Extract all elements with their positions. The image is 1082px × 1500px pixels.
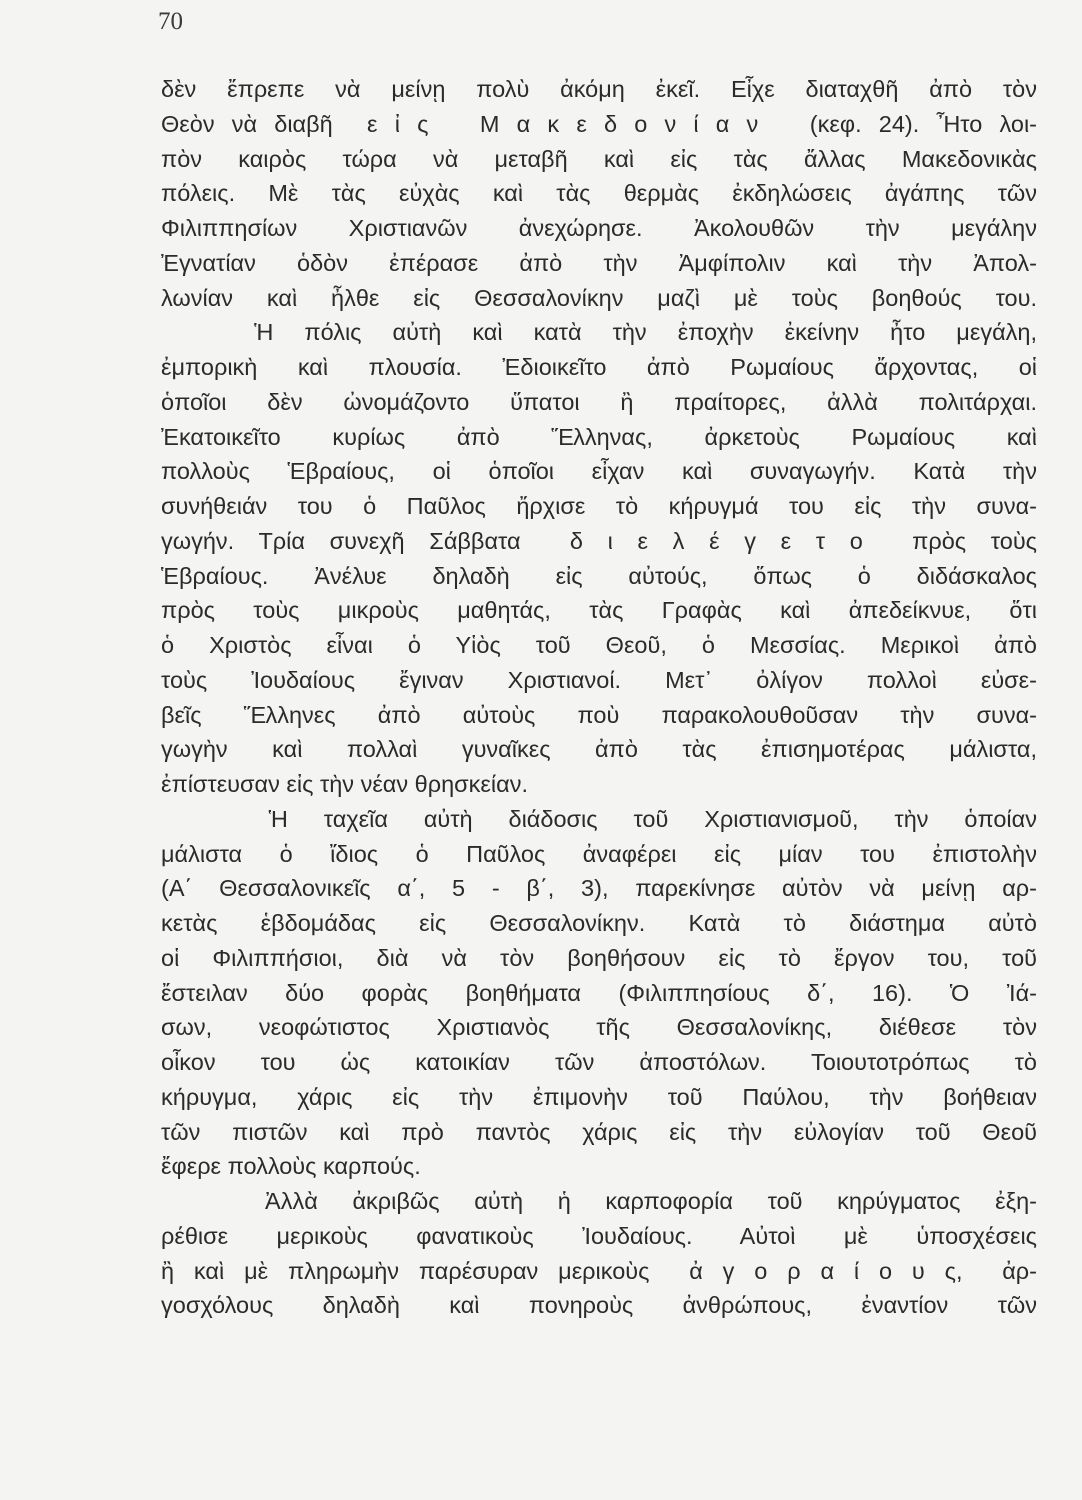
text-line: ρέθισε μερικοὺς φανατικοὺς Ἰουδαίους. Αὐτοὶ μὲ ὑποσχέσεις bbox=[161, 1222, 1037, 1249]
text-line: ὁποῖοι δὲν ὠνομάζοντο ὕπατοι ἢ πραίτορες, ἀλλὰ πολιτάρχαι. bbox=[161, 388, 1037, 415]
text-line: οἱ Φιλιππήσιοι, διὰ νὰ τὸν βοηθήσουν εἰς τὸ ἔργον του, τοῦ bbox=[161, 944, 1037, 971]
text-line: Ἡ πόλις αὐτὴ καὶ κατὰ τὴν ἐποχὴν ἐκείνην ἦτο μεγάλη, bbox=[161, 319, 1037, 346]
text-line: Ἐκατοικεῖτο κυρίως ἀπὸ Ἕλληνας, ἀρκετοὺς Ρωμαίους καὶ bbox=[161, 423, 1037, 450]
text-line: Ἐγνατίαν ὁδὸν ἐπέρασε ἀπὸ τὴν Ἀμφίπολιν καὶ τὴν Ἀπολ- bbox=[161, 249, 1037, 276]
text-line: ἔστειλαν δύο φορὰς βοηθήματα (Φιλιππησίους δ΄, 16). Ὁ Ἰά- bbox=[161, 979, 1037, 1006]
text-line: γοσχόλους δηλαδὴ καὶ πονηροὺς ἀνθρώπους, ἐναντίον τῶν bbox=[161, 1292, 1037, 1319]
text-line: πολλοὺς Ἑβραίους, οἱ ὁποῖοι εἶχαν καὶ συναγωγήν. Κατὰ τὴν bbox=[161, 458, 1037, 485]
body-text bbox=[161, 72, 1037, 1323]
text-line: πρὸς τοὺς μικροὺς μαθητάς, τὰς Γραφὰς καὶ ἀπεδείκνυε, ὅτι bbox=[161, 597, 1037, 624]
text-line: ἔφερε πολλοὺς καρπούς. bbox=[161, 1153, 421, 1180]
text-line: βεῖς Ἕλληνες ἀπὸ αὐτοὺς ποὺ παρακολουθοῦσαν τὴν συνα- bbox=[161, 701, 1037, 728]
text-line: Φιλιππησίων Χριστιανῶν ἀνεχώρησε. Ἀκολουθῶν τὴν μεγάλην bbox=[161, 215, 1037, 241]
text-line: (Α΄ Θεσσαλονικεῖς α΄, 5 - β΄, 3), παρεκίνησε αὐτὸν νὰ μείνῃ αρ- bbox=[161, 875, 1037, 902]
page-number: 70 bbox=[158, 8, 183, 35]
text-line: τῶν πιστῶν καὶ πρὸ παντὸς χάρις εἰς τὴν εὐλογίαν τοῦ Θεοῦ bbox=[161, 1118, 1037, 1145]
text-line: δὲν ἔπρεπε νὰ μείνῃ πολὺ ἀκόμη ἐκεῖ. Εἶχε διαταχθῆ ἀπὸ τὸν bbox=[161, 76, 1037, 102]
text-line: ἐπίστευσαν εἰς τὴν νέαν θρησκείαν. bbox=[161, 771, 528, 797]
text-line: πόλεις. Μὲ τὰς εὐχὰς καὶ τὰς θερμὰς ἐκδηλώσεις ἀγάπης τῶν bbox=[161, 180, 1037, 207]
text-line: συνήθειάν του ὁ Παῦλος ἤρχισε τὸ κήρυγμά του εἰς τὴν συνα- bbox=[161, 493, 1037, 519]
text-line: Ἑβραίους. Ἀνέλυε δηλαδὴ εἰς αὐτούς, ὅπως ὁ διδάσκαλος bbox=[161, 562, 1037, 589]
text-line: οἶκον του ὡς κατοικίαν τῶν ἀποστόλων. Τοιουτοτρόπως τὸ bbox=[161, 1049, 1037, 1075]
text-line: πὸν καιρὸς τώρα νὰ μεταβῆ καὶ εἰς τὰς ἄλλας Μακεδονικὰς bbox=[161, 145, 1037, 172]
text-line: Ἀλλὰ ἀκριβῶς αὐτὴ ἡ καρποφορία τοῦ κηρύγματος ἐξη- bbox=[161, 1188, 1037, 1214]
text-line: λωνίαν καὶ ἦλθε εἰς Θεσσαλονίκην μαζὶ μὲ τοὺς βοηθούς του. bbox=[161, 284, 1037, 311]
text-line: τοὺς Ἰουδαίους ἔγιναν Χριστιανοί. Μετ᾽ ὀλίγον πολλοὶ εὐσε- bbox=[161, 666, 1037, 693]
text-line: γωγὴν καὶ πολλαὶ γυναῖκες ἀπὸ τὰς ἐπισημοτέρας μάλιστα, bbox=[161, 736, 1037, 763]
text-line: σων, νεοφώτιστος Χριστιανὸς τῆς Θεσσαλονίκης, διέθεσε τὸν bbox=[161, 1014, 1037, 1041]
text-line: μάλιστα ὁ ἴδιος ὁ Παῦλος ἀναφέρει εἰς μίαν του ἐπιστολὴν bbox=[161, 840, 1037, 867]
text-line: ἢ καὶ μὲ πληρωμὴν παρέσυραν μερικοὺς ἀ γ ο ρ α ί ο υ ς, ἀρ- bbox=[161, 1257, 1037, 1284]
text-line: κήρυγμα, χάρις εἰς τὴν ἐπιμονὴν τοῦ Παύλου, τὴν βοήθειαν bbox=[161, 1083, 1037, 1110]
text-line: κετὰς ἑβδομάδας εἰς Θεσσαλονίκην. Κατὰ τὸ διάστημα αὐτὸ bbox=[161, 910, 1037, 936]
text-line: ὁ Χριστὸς εἶναι ὁ Υἱὸς τοῦ Θεοῦ, ὁ Μεσσίας. Μερικοὶ ἀπὸ bbox=[161, 632, 1037, 658]
text-line: ἐμπορικὴ καὶ πλουσία. Ἐδιοικεῖτο ἀπὸ Ρωμαίους ἄρχοντας, οἱ bbox=[161, 354, 1037, 380]
text-line: γωγήν. Τρία συνεχῆ Σάββατα δ ι ε λ έ γ ε τ ο πρὸς τοὺς bbox=[161, 527, 1037, 554]
text-line: Ἡ ταχεῖα αὐτὴ διάδοσις τοῦ Χριστιανισμοῦ, τὴν ὁποίαν bbox=[161, 805, 1037, 832]
text-line: Θεὸν νὰ διαβῆ ε ἰ ς Μ α κ ε δ ο ν ί α ν (κεφ. 24). Ἦτο λοι- bbox=[161, 110, 1037, 137]
